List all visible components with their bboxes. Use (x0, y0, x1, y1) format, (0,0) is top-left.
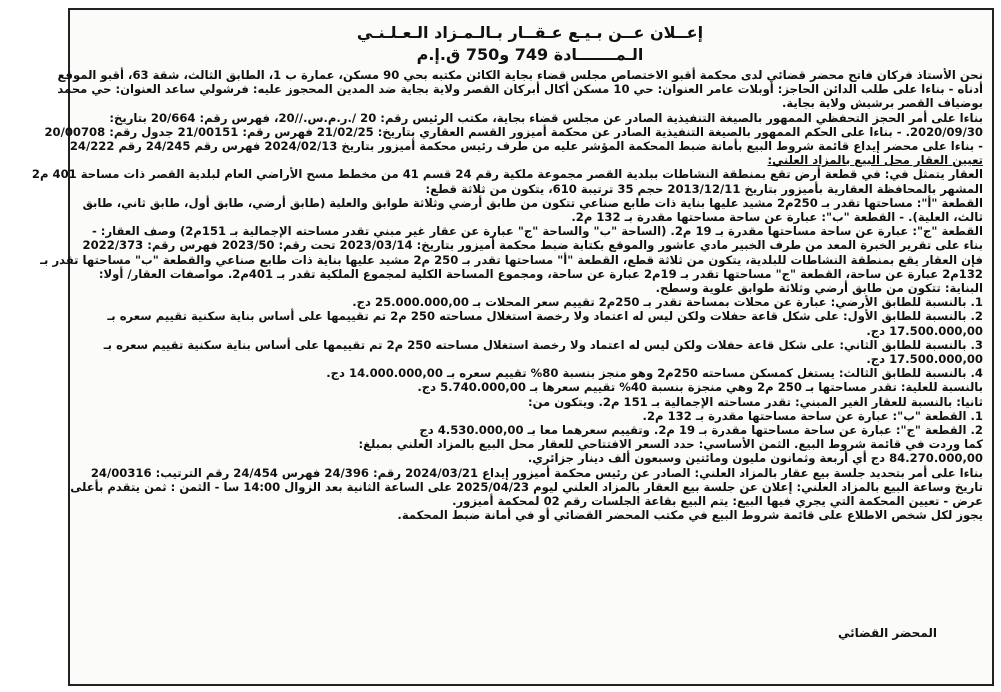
text-line: تاريخ وساعة البيع بالمزاد العلني: إعلان عن جلسة بيع العقار بالمزاد العلني ليوم 2025/04/23 على الساعة الثانية بعد الزوال 14:00 سا - الثمن : ثمن يتقدم بأعلى (70, 479, 983, 494)
text-line: 1. بالنسبة للطابق الأرضي: عبارة عن محلات بمساحة تقدر بـ 250م2 تقييم سعر المحلات بـ 25.000.000,00 دج. (352, 295, 983, 310)
notice-header (100, 22, 960, 66)
text-line: بناءا على أمر بتحديد جلسة بيع عقار بالمزاد العلني: الصادر عن رئيس محكمة أميزور إيداع 2024/03/21 رقم: 24/396 فهرس 24/454 رقم الترتيب: 24/00316 (90, 465, 983, 480)
text-line: بناءا على أمر الحجز التحفظي الممهور بالصيغة التنفيذية الصادر عن مجلس قضاء بجاية، مكتب الرئيس رقم: 20 /.ر.م.س.//20، فهرس رقم: 20/664 بتاريخ: (109, 110, 983, 125)
text-line: بناء على تقرير الخبرة المعد من طرف الخبير مادي عاشور والموقع بكتابة ضبط محكمة أميزور بتاريخ: 2023/03/14 تحت رقم: 2023/50 فهرس رقم: 2022/373 (82, 238, 983, 253)
text-line: 17.500.000,00 دج. (866, 352, 983, 367)
notice-body (31, 68, 983, 678)
text-line: كما وردت في قائمة شروط البيع. الثمن الأساسي: حدد السعر الافتتاحي للعقار محل البيع بالمزاد العلني بمبلغ: (358, 437, 983, 452)
text-line: 4. بالنسبة للطابق الثالث: يستغل كمسكن مساحته 250م2 وهو منجز بنسبة 80% تقييم سعره بـ 14.000.000,00 دج. (326, 366, 983, 381)
text-line: العقار يتمثل في: في قطعة أرض تقع بمنطقة النشاطات ببلدية القصر مجموعة ملكية رقم 24 قسم 41 من مخطط مسح الأراضي العام لبلدية القصر ذات مساحة 401 م2 (31, 167, 983, 182)
signature-label: المحضر القضائي (837, 626, 937, 640)
text-line: ثالث، العلية). - القطعة "ب": عبارة عن ساحة مساحتها مقدرة بـ 132 م2. (571, 210, 983, 225)
text-line: 2. القطعة "ج": عبارة عن ساحة مساحتها مقدرة بـ 19 م2. وتقييم سعرهما معا بـ 4.530.000,00 دج (419, 423, 983, 438)
text-line: القطعة "أ": مساحتها تقدر بـ 250م2 مشيد عليها بناية ذات طابع صناعي تتكون من طابق أرضي وثلاثة طوابق والعلية (طابق أرضي، طابق أول، طابق ثاني، طابق (82, 195, 983, 210)
text-line: ثانيا: بالنسبة للعقار الغير المبني: تقدر مساحته الإجمالية بـ 151 م2. ويتكون من: (527, 394, 983, 409)
text-line: يجوز لكل شخص الاطلاع على قائمة شروط البيع في مكتب المحضر القضائي أو في أمانة ضبط المحكمة. (397, 508, 983, 523)
text-line: 1. القطعة "ب": عبارة عن ساحة مساحتها مقدرة بـ 132 م2. (642, 408, 983, 423)
text-line: بوضياف القصر برشيش ولاية بجاية. (782, 96, 983, 111)
text-line: 2020/09/30. - بناءا على الحكم الممهور بالصيغة التنفيذية الصادر عن محكمة أميزور القسم العقاري بتاريخ: 21/02/25 فهرس رقم: 21/00151 جدول رقم: 20/00708 (44, 124, 983, 139)
text-line: أدناه - بناءا على طلب الدائن الحاجز: أوبلات عامر العنوان: حي 10 مسكن أكال أبركان القصر ولاية بجاية ضد المدين المحجوز عليه: فرشولي ساعد العنوان: حي محمد (57, 82, 983, 97)
section-heading: تعيين العقار محل البيع بالمزاد العلني: (767, 153, 983, 168)
text-line: بالنسبة للعلية: تقدر مساحتها بـ 250 م2 وهي منجزة بنسبة 40% تقييم سعرها بـ 5.740.000,00 دج. (417, 380, 983, 395)
text-line: عرض - تعيين المحكمة التي يجري فيها البيع: يتم البيع بقاعة الجلسات رقم 02 لمحكمة أميزور. (452, 494, 983, 509)
text-line: البناية: تتكون من طابق أرضي وثلاثة طوابق علوية وسطح. (655, 281, 983, 296)
text-line: 3. بالنسبة للطابق الثاني: على شكل قاعة حفلات ولكن ليس له اعتماد ولا رخصة استغلال مساحته 250 م2 تم تقييمها على أساس بناية سكنية تقييم سعره بـ (103, 337, 983, 352)
text-line: القطعة "ج": عبارة عن ساحة مساحتها مقدرة بـ 19 م2. (الساحة "ب" والساحة "ج" عبارة عن عقار غير مبني تقدر مساحته الإجمالية بـ 151م2) وصف العقار: - (91, 224, 983, 239)
text-line: نحن الأستاذ فركان فاتح محضر قضائي لدى محكمة أقبو الاختصاص مجلس قضاء بجاية الكائن مكتبه بحي 90 مسكن، عمارة ب 1، الطابق الثالث، شقة 63، أقبو الموقع (57, 68, 983, 82)
notice-legal-reference: الـمـــــــادة 749 و750 ق.إ.م (416, 45, 644, 64)
text-line: 84.270.000,00 دج أي أربعة وثمانون مليون ومائتين وسبعون ألف دينار جزائري. (527, 451, 983, 466)
notice-title: إعــلان عــن بـيـع عـقــار بـالـمـزاد الـعـلـنـي (356, 23, 704, 42)
text-line: فإن العقار يقع بمنطقة النشاطات للبلدية، يتكون من ثلاثة قطع، القطعة "أ" مساحتها تقدر بـ 250 م2 مشيد عليها بناية ذات طابع صناعي والقطعة "ب" مساحتها تقدر بـ (40, 252, 983, 267)
text-line: 2. بالنسبة للطابق الأول: على شكل قاعة حفلات ولكن ليس له اعتماد ولا رخصة استغلال مساحته 250 م2 تم تقييمها على أساس بناية سكنية تقييم سعره بـ (107, 309, 983, 324)
text-line: 132م2 عبارة عن ساحة، القطعة "ج" مساحتها تقدر بـ 19م2 عبارة عن ساحة، ومجموع المساحة الكلية لمجموع الملكية تقدر بـ 401م2. مواصفات العقار/ أولا: (98, 266, 983, 281)
text-line: المشهر بالمحافظة العقارية بأميزور بتاريخ 2013/12/11 حجم 35 ترتيبة 610، يتكون من ثلاثة قطع: (425, 181, 983, 196)
text-line: 17.500.000,00 دج. (866, 323, 983, 338)
text-line: - بناءا على محضر إيداع قائمة شروط البيع بأمانة ضبط المحكمة المؤشر عليه من طرف رئيس محكمة أميزور بتاريخ 2024/02/13 فهرس رقم 24/245 رقم 24/222 (69, 139, 983, 154)
